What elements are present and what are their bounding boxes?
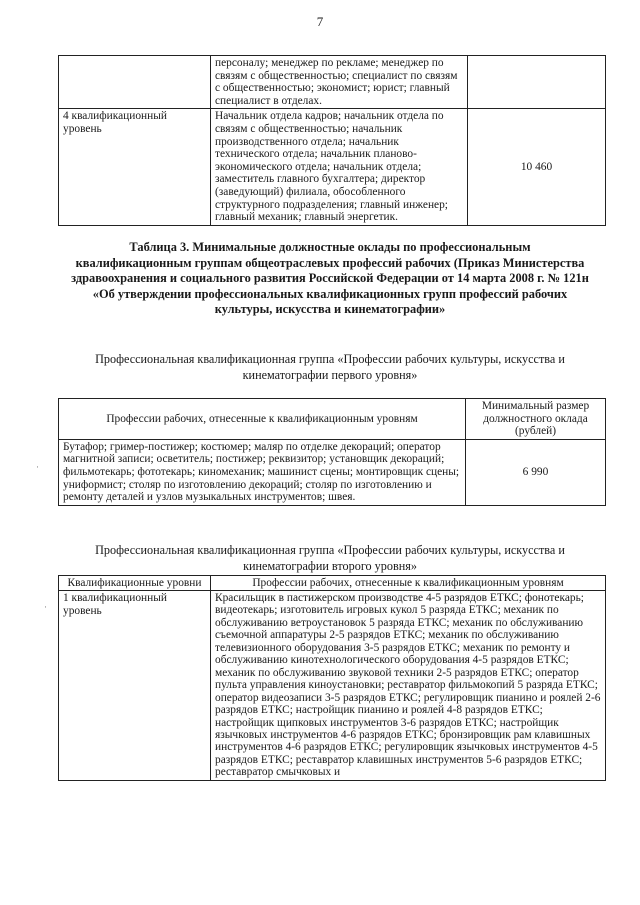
level-cell — [59, 56, 211, 109]
group1-table — [58, 398, 606, 506]
header-professions: Профессии рабочих, отнесенные к квалификационным уровням — [211, 576, 606, 591]
table-row — [59, 109, 606, 225]
level-cell: 4 квалификационный уровень — [59, 109, 211, 225]
scan-mark: · — [36, 462, 39, 472]
group2-table — [58, 575, 606, 781]
table-continued — [58, 55, 606, 226]
header-level: Квалификационные уровни — [59, 576, 211, 591]
salary-cell: 10 460 — [468, 109, 606, 225]
professions-cell: Начальник отдела кадров; начальник отдела по связям с общественностью; начальник производственного отдела; начальник технического отдела; начальник планово-экономического отдела; начальник отдела; заместитель главного бухгалтера; директор (заведующий) филиала, обособленного структурного подразделения; главный инженер; главный механик; главный энергетик. — [211, 109, 468, 225]
professions-cell: Красильщик в пастижерском производстве 4-5 разрядов ЕТКС; фонотекарь; видеотекарь; изготовитель игровых кукол 5 разряда ЕТКС; механик по обслуживанию ветроустановок 5 разряда ЕТКС; механик по обслуживанию съемочной аппаратуры 2-5 разрядов ЕТКС; механик по обслуживанию телевизионного оборудования 3-5 разрядов ЕТКС; механик по ремонту и обслуживанию кинотехнологического оборудования 4-5 разрядов ЕТКС; механик по обслуживанию звуковой техники 2-5 разрядов ЕТКС; оператор пульта управления киноустановки; реставратор фильмокопий 5 разряда ЕТКС; оператор видеозаписи 3-5 разрядов ЕТКС; регулировщик пианино и роялей 2-6 разрядов ЕТКС; настройщик пианино и роялей 4-8 разрядов ЕТКС; настройщик щипковых инструментов 3-6 разрядов ЕТКС; настройщик язычковых инструментов 4-6 разрядов ЕТКС; бронзировщик рам клавишных инструментов 4-6 разрядов ЕТКС; регулировщик язычковых инструментов 4-5 разрядов ЕТКС; реставратор клавишных инструментов 5-6 разрядов ЕТКС; реставратор смычковых и — [211, 591, 606, 781]
header-professions: Профессии рабочих, отнесенные к квалификационным уровням — [59, 399, 466, 440]
salary-cell — [468, 56, 606, 109]
level-cell: 1 квалификационный уровень — [59, 591, 211, 781]
group-caption: Профессиональная квалификационная группа «Профессии рабочих культуры, искусства и кинематографии второго уровня» — [95, 543, 565, 573]
table-row — [59, 56, 606, 109]
scan-mark: · — [44, 602, 47, 612]
professions-cell: персоналу; менеджер по рекламе; менеджер по связям с общественностью; специалист по связям с общественностью; экономист; юрист; главный специалист в отделах. — [211, 56, 468, 109]
table-header-row — [59, 399, 606, 440]
table-row — [59, 439, 606, 505]
table-row — [59, 591, 606, 781]
group-caption: Профессиональная квалификационная группа «Профессии рабочих культуры, искусства и кинематографии первого уровня» — [95, 352, 565, 382]
table-header-row — [59, 576, 606, 591]
page-number: 7 — [316, 14, 324, 29]
salary-cell: 6 990 — [466, 439, 606, 505]
header-salary: Минимальный размер должностного оклада (рублей) — [466, 399, 606, 440]
table-heading: Таблица 3. Минимальные должностные оклады по профессиональным квалификационным группам общеотраслевых профессий рабочих (Приказ Министерства здравоохранения и социального развития Российской Федерации от 14 марта 2008 г. № 121н «Об утверждении профессиональных квалификационных групп профессий рабочих культуры, искусства и кинематографии» — [71, 240, 589, 316]
professions-cell: Бутафор; гример-постижер; костюмер; маляр по отделке декораций; оператор магнитной записи; осветитель; постижер; реквизитор; установщик декораций; фильмотекарь; фототекарь; киномеханик; машинист сцены; монтировщик сцены; униформист; столяр по изготовлению декораций; столяр по изготовлению и ремонту деталей и узлов музыкальных инструментов; швея. — [59, 439, 466, 505]
